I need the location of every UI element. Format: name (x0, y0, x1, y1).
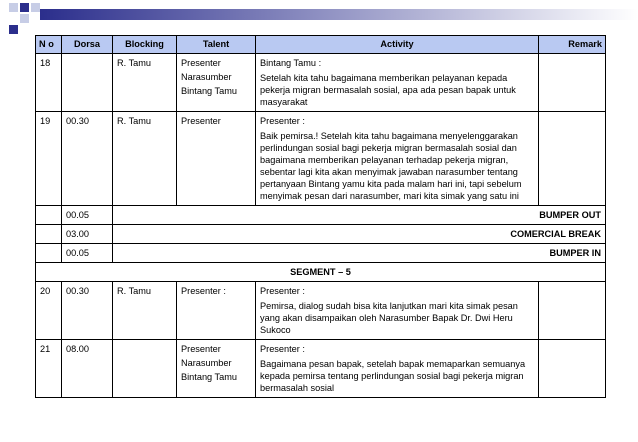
cell-blocking: R. Tamu (113, 54, 177, 112)
cell-activity (256, 282, 539, 340)
cell-activity (256, 340, 539, 398)
cell-remark (539, 282, 606, 340)
activity-text: Pemirsa, dialog sudah bisa kita lanjutkan mari kita simak pesan yang akan disampaikan oleh Narasumber Bapak Dr. Dwi Heru Sukoco (260, 301, 518, 335)
cell-dorsa: 03.00 (62, 225, 113, 244)
cell-dorsa (62, 54, 113, 112)
cell-no: 19 (36, 112, 62, 206)
cell-dorsa: 00.05 (62, 206, 113, 225)
cell-activity (256, 112, 539, 206)
talent-item: Narasumber (181, 358, 232, 368)
table-row (36, 54, 606, 112)
break-row (36, 225, 606, 244)
break-row (36, 206, 606, 225)
activity-speaker: Bintang Tamu : (260, 58, 322, 68)
talent-item: Presenter (181, 116, 221, 126)
break-label: BUMPER OUT (113, 206, 606, 225)
cell-blocking: R. Tamu (113, 112, 177, 206)
gradient-bar (40, 9, 638, 20)
rundown-table (35, 35, 606, 398)
break-row (36, 244, 606, 263)
break-label: BUMPER IN (113, 244, 606, 263)
talent-item: Presenter : (181, 286, 226, 296)
deco-square (20, 14, 29, 23)
cell-no: 20 (36, 282, 62, 340)
break-label: COMERCIAL BREAK (113, 225, 606, 244)
talent-item: Narasumber (181, 72, 232, 82)
cell-no (36, 244, 62, 263)
deco-square (9, 3, 18, 12)
header-row (36, 36, 606, 54)
table-row (36, 340, 606, 398)
segment-label: SEGMENT – 5 (36, 263, 606, 282)
activity-speaker: Presenter : (260, 344, 305, 354)
cell-remark (539, 54, 606, 112)
table-row (36, 112, 606, 206)
col-header-dorsa: Dorsa (62, 36, 113, 54)
col-header-blocking: Blocking (113, 36, 177, 54)
activity-text: Setelah kita tahu bagaimana memberikan pelayanan kepada pekerja migran bermasalah sosial, apa ada pesan bapak untuk masyarakat (260, 73, 516, 107)
cell-dorsa: 00.05 (62, 244, 113, 263)
cell-remark (539, 112, 606, 206)
cell-talent (177, 340, 256, 398)
col-header-activity: Activity (256, 36, 539, 54)
col-header-remark: Remark (539, 36, 606, 54)
deco-square (9, 25, 18, 34)
deco-square (31, 3, 40, 12)
col-header-no: N o (36, 36, 62, 54)
talent-item: Presenter (181, 58, 221, 68)
activity-speaker: Presenter : (260, 286, 305, 296)
table-row (36, 282, 606, 340)
slide-decoration (0, 0, 638, 38)
cell-no: 21 (36, 340, 62, 398)
cell-talent (177, 282, 256, 340)
talent-item: Bintang Tamu (181, 372, 238, 382)
cell-dorsa: 00.30 (62, 282, 113, 340)
col-header-talent: Talent (177, 36, 256, 54)
activity-text: Baik pemirsa.! Setelah kita tahu bagaimana menyelenggarakan perlindungan sosial bagi pekerja migran bermasalah sosial dan bagaimana memberikan pelayanan terhadap pekerja migran, sebentar lagi kita akan menyimak jawaban narasumber tentang pertanyaan Bintang yamu kita pada malam hari ini, tapi sebelum menyimak pesan dari narasumber, mari kita simak yang satu ini (260, 131, 522, 201)
deco-square (20, 3, 29, 12)
cell-no (36, 225, 62, 244)
cell-dorsa: 08.00 (62, 340, 113, 398)
activity-text: Bagaimana pesan bapak, setelah bapak memaparkan semuanya kepada pemirsa tentang perlindungan sosial bagi pekerja migran bermasalah sosial (260, 359, 526, 393)
cell-dorsa: 00.30 (62, 112, 113, 206)
cell-blocking: R. Tamu (113, 282, 177, 340)
talent-item: Bintang Tamu (181, 86, 238, 96)
cell-no: 18 (36, 54, 62, 112)
cell-talent (177, 54, 256, 112)
talent-item: Presenter (181, 344, 221, 354)
cell-talent (177, 112, 256, 206)
segment-row (36, 263, 606, 282)
activity-speaker: Presenter : (260, 116, 305, 126)
cell-remark (539, 340, 606, 398)
cell-activity (256, 54, 539, 112)
cell-no (36, 206, 62, 225)
cell-blocking (113, 340, 177, 398)
